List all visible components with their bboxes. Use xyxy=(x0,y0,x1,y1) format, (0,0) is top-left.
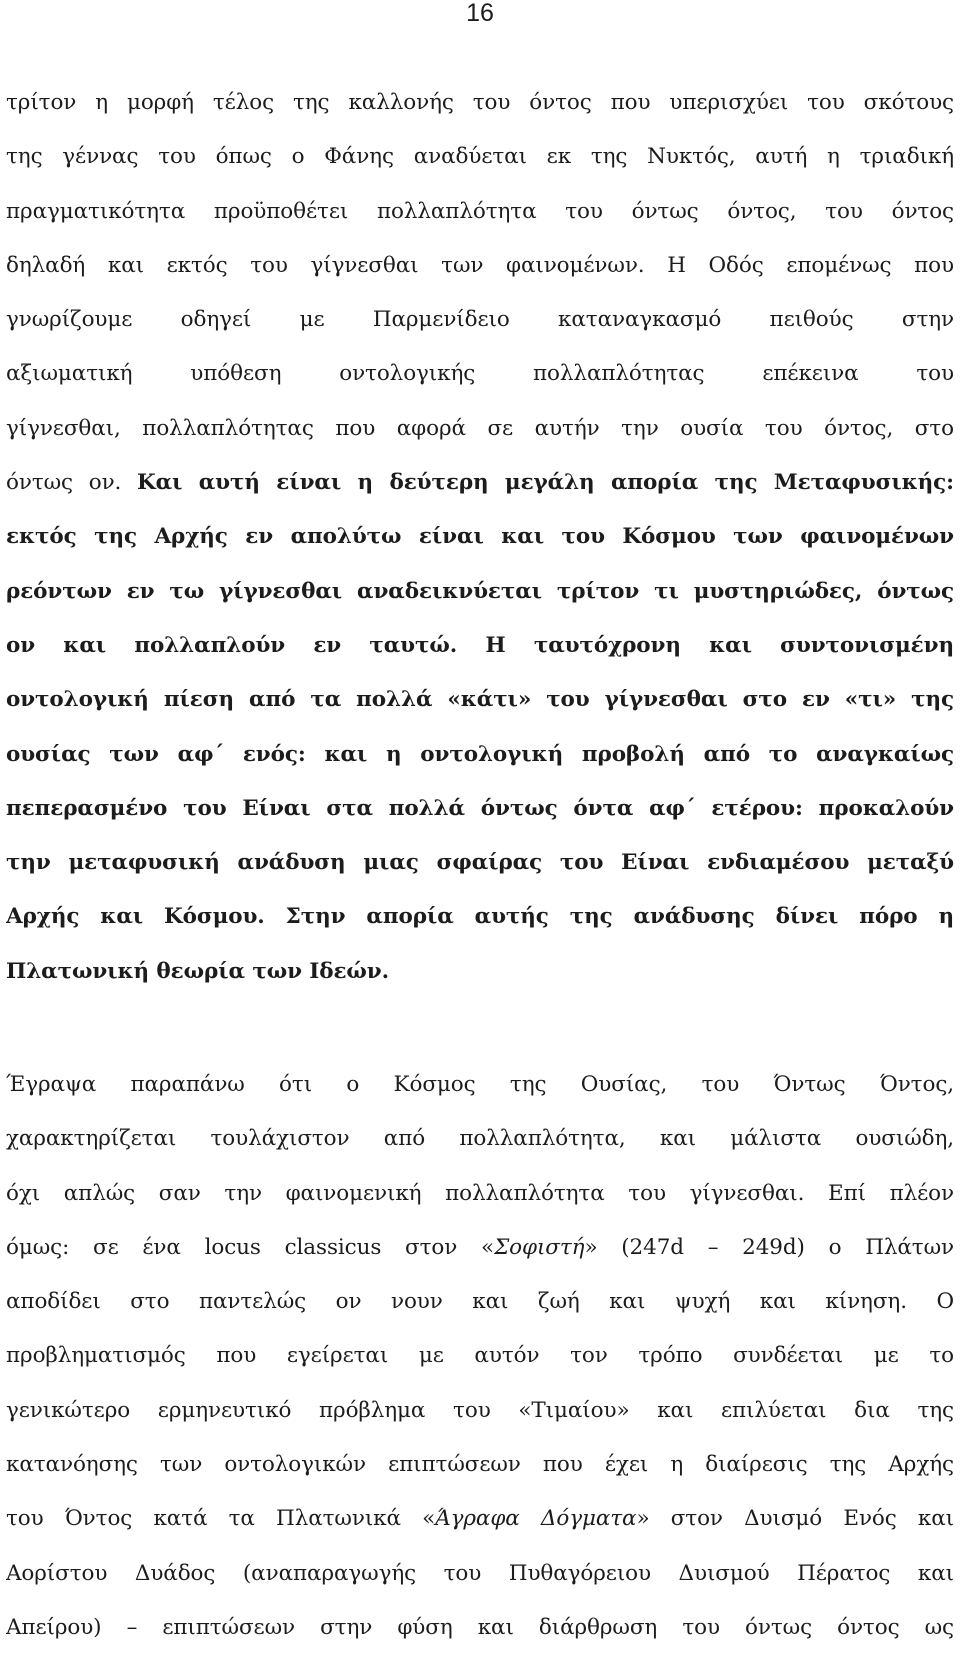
text-line xyxy=(6,1492,954,1546)
text-line xyxy=(6,456,954,510)
text-line: χαρακτηρίζεται τουλάχιστον από πολλαπλότητα, και μάλιστα ουσιώδη, xyxy=(6,1126,954,1152)
text-run: όντως ον. xyxy=(6,470,138,496)
bold-text-run: Και αυτή είναι η δεύτερη μεγάλη απορία της Μεταφυσικής: xyxy=(137,470,954,496)
text-run: » στον Δυισμό Ενός και xyxy=(636,1506,954,1532)
bold-text-line: Αρχής και Κόσμου. Στην απορία αυτής της ανάδυσης δίνει πόρο η xyxy=(6,904,954,930)
text-run: του Όντος κατά τα Πλατωνικά « xyxy=(6,1506,436,1532)
text-line: Έγραψα παραπάνω ότι ο Κόσμος της Ουσίας, του Όντως Όντος, xyxy=(6,1072,954,1097)
bold-text-line: πεπερασμένο του Είναι στα πολλά όντως όντα αφ΄ ετέρου: προκαλούν xyxy=(6,795,954,821)
text-run: όμως: σε ένα locus classicus στον « xyxy=(6,1234,495,1260)
text-line: όχι απλώς σαν την φαινομενική πολλαπλότητα του γίγνεσθαι. Επί πλέον xyxy=(6,1180,954,1206)
bold-text-line: εκτός της Αρχής εν απολύτω είναι και του Κόσμου των φαινομένων xyxy=(6,524,954,550)
text-line: δηλαδή και εκτός του γίγνεσθαι των φαινομένων. Η Οδός επομένως που xyxy=(6,252,954,278)
paragraph-1 xyxy=(6,76,954,999)
italic-title: Άγραφα Δόγματα xyxy=(435,1506,637,1532)
text-line xyxy=(6,1221,954,1275)
text-line: πραγματικότητα προϋποθέτει πολλαπλότητα του όντως όντος, του όντος xyxy=(6,198,954,224)
bold-text-line: οντολογική πίεση από τα πολλά «κάτι» του γίγνεσθαι στο εν «τι» της xyxy=(6,687,954,713)
bold-text-line: ον και πολλαπλούν εν ταυτώ. Η ταυτόχρονη και συντονισμένη xyxy=(6,632,954,658)
text-line: προβληματισμός που εγείρεται με αυτόν τον τρόπο συνδέεται με το xyxy=(6,1343,954,1369)
text-line: Απείρου) – επιπτώσεων στην φύση και διάρθρωση του όντως όντος ως xyxy=(6,1614,954,1640)
bold-text-line: Πλατωνική θεωρία των Ιδεών. xyxy=(6,958,390,984)
page-number: 16 xyxy=(466,0,494,27)
text-line: γνωρίζουμε οδηγεί με Παρμενίδειο καταναγκασμό πειθούς στην xyxy=(6,307,954,333)
text-line: αποδίδει στο παντελώς ον νουν και ζωή και ψυχή και κίνηση. Ο xyxy=(6,1289,954,1315)
text-line: αξιωματική υπόθεση οντολογικής πολλαπλότητας επέκεινα του xyxy=(6,361,954,387)
paragraph-2 xyxy=(6,1058,954,1655)
text-line: τρίτον η μορφή τέλος της καλλονής του όντος που υπερισχύει του σκότους xyxy=(6,90,954,115)
text-run: » (247d – 249d) ο Πλάτων xyxy=(584,1234,954,1260)
text-line: της γέννας του όπως ο Φάνης αναδύεται εκ της Νυκτός, αυτή η τριαδική xyxy=(6,144,954,170)
text-line: Αορίστου Δυάδος (αναπαραγωγής του Πυθαγόρειου Δυισμού Πέρατος και xyxy=(6,1560,954,1586)
bold-text-line: την μεταφυσική ανάδυση μιας σφαίρας του Είναι ενδιαμέσου μεταξύ xyxy=(6,850,954,876)
text-line: γενικώτερο ερμηνευτικό πρόβλημα του «Τιμαίου» και επιλύεται δια της xyxy=(6,1397,954,1423)
bold-text-line: ρεόντων εν τω γίγνεσθαι αναδεικνύεται τρίτον τι μυστηριώδες, όντως xyxy=(6,578,954,604)
bold-text-line: ουσίας των αφ΄ ενός: και η οντολογική προβολή από το αναγκαίως xyxy=(6,741,954,767)
text-line: γίγνεσθαι, πολλαπλότητας που αφορά σε αυτήν την ουσία του όντος, στο xyxy=(6,415,954,441)
text-line: κατανόησης των οντολογικών επιπτώσεων που έχει η διαίρεσις της Αρχής xyxy=(6,1452,954,1478)
italic-title: Σοφιστή xyxy=(494,1234,585,1260)
